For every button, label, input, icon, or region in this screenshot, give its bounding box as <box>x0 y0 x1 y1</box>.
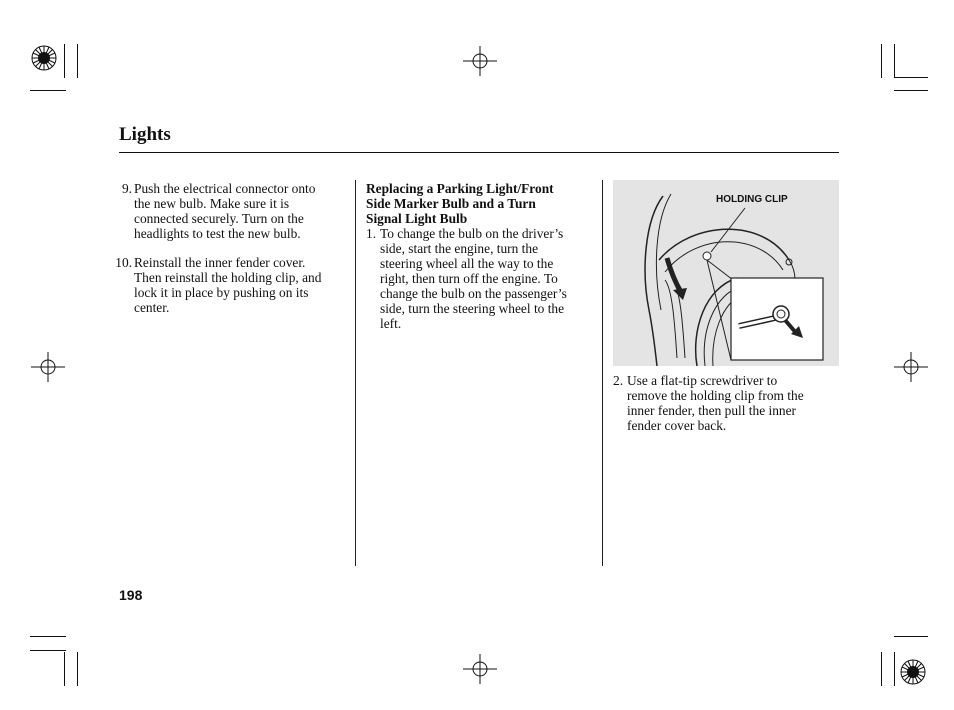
crop-mark <box>894 636 928 637</box>
heading-line: Replacing a Parking Light/Front <box>366 181 554 196</box>
figure-label: HOLDING CLIP <box>716 194 788 205</box>
column-divider <box>602 180 603 566</box>
step-line: Use a flat-tip screwdriver to <box>627 373 778 388</box>
step-line: Push the electrical connector onto <box>134 181 316 196</box>
crop-mark <box>77 44 78 78</box>
starburst-registration-icon <box>899 658 927 686</box>
step-line: Reinstall the inner fender cover. <box>134 255 306 270</box>
title-rule <box>119 152 839 153</box>
step-2 <box>613 373 839 433</box>
right-column <box>613 373 839 433</box>
starburst-registration-icon <box>30 44 58 72</box>
crop-mark <box>894 90 928 91</box>
heading-line: Side Marker Bulb and a Turn <box>366 196 536 211</box>
step-line: change the bulb on the passenger’s <box>380 286 567 301</box>
step-9 <box>112 181 350 241</box>
step-line: left. <box>380 316 402 331</box>
step-line: the new bulb. Make sure it is <box>134 196 290 211</box>
crosshair-registration-icon <box>894 352 928 382</box>
step-1 <box>366 226 601 331</box>
step-line: side, turn the steering wheel to the <box>380 301 565 316</box>
step-number: 1. <box>366 226 377 241</box>
crop-mark <box>881 652 882 686</box>
step-line: headlights to test the new bulb. <box>134 226 301 241</box>
step-number: 9. <box>121 181 132 196</box>
step-number: 10. <box>115 255 132 270</box>
middle-column <box>366 181 601 331</box>
crop-mark <box>77 652 78 686</box>
crop-mark <box>30 90 66 91</box>
crop-mark <box>30 636 66 637</box>
step-line: side, start the engine, turn the <box>380 241 539 256</box>
inner-fender-holding-clip-illustration-icon <box>613 180 839 366</box>
crosshair-registration-icon <box>463 654 497 684</box>
step-line: lock it in place by pushing on its <box>134 285 309 300</box>
step-line: connected securely. Turn on the <box>134 211 304 226</box>
crosshair-registration-icon <box>31 352 65 382</box>
step-number: 2. <box>613 373 624 388</box>
step-line: right, then turn off the engine. To <box>380 271 558 286</box>
crop-mark <box>894 77 928 78</box>
step-line: inner fender, then pull the inner <box>627 403 797 418</box>
step-line: remove the holding clip from the <box>627 388 804 403</box>
page-title: Lights <box>119 124 171 145</box>
section-heading <box>366 181 601 226</box>
crop-mark <box>881 44 882 78</box>
crop-mark <box>894 652 895 686</box>
step-line: center. <box>134 300 170 315</box>
crosshair-registration-icon <box>463 46 497 76</box>
heading-line: Signal Light Bulb <box>366 211 468 226</box>
left-column <box>112 181 350 315</box>
step-line: fender cover back. <box>627 418 727 433</box>
step-line: steering wheel all the way to the <box>380 256 554 271</box>
crop-mark <box>894 44 895 78</box>
column-divider <box>355 180 356 566</box>
crop-mark <box>30 650 66 651</box>
step-10 <box>112 255 350 315</box>
step-line: Then reinstall the holding clip, and <box>134 270 322 285</box>
holding-clip-figure <box>613 180 839 366</box>
page-number: 198 <box>119 587 143 603</box>
crop-mark <box>64 44 65 78</box>
crop-mark <box>64 652 65 686</box>
step-line: To change the bulb on the driver’s <box>380 226 564 241</box>
